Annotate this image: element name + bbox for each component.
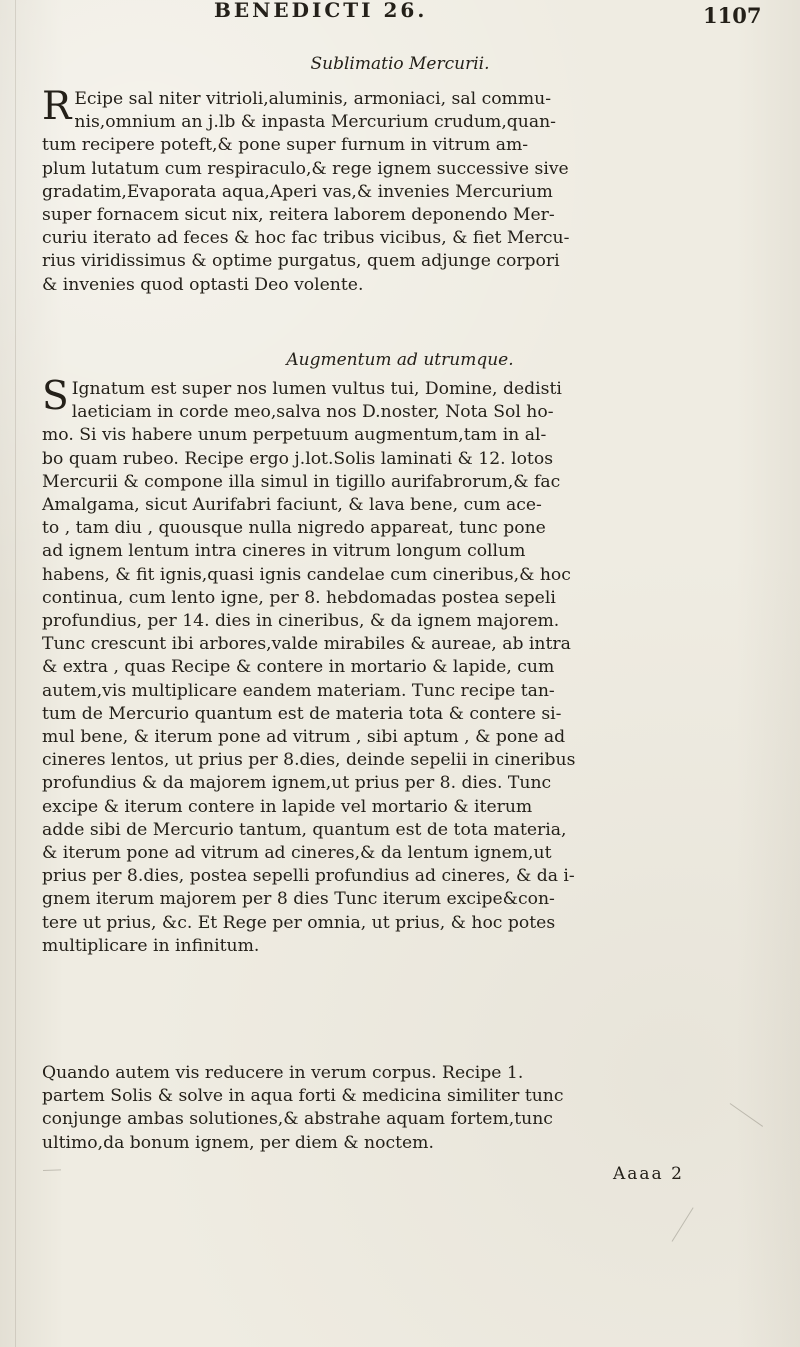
folio-number: 1107	[703, 3, 762, 28]
text-line: tere ut prius, &c. Et Rege per omnia, ut prius, & hoc potes	[42, 912, 556, 933]
text-line: to , tam diu , quousque nulla nigredo appareat, tunc pone	[42, 518, 546, 539]
paragraph-augmentum	[42, 374, 762, 958]
text-line: plum lutatum cum respiraculo,& rege ignem successive sive	[42, 158, 569, 179]
text-line: gradatim,Evaporata aqua,Aperi vas,& invenies Mercurium	[42, 181, 553, 202]
text-line: excipe & iterum contere in lapide vel mortario & iterum	[42, 796, 533, 817]
text-line: prius per 8.dies, postea sepelli profundius ad cineres, & da i-	[42, 866, 575, 887]
catchword	[613, 1166, 684, 1183]
text-line: profundius & da majorem ignem,ut prius per 8. dies. Tunc	[42, 773, 552, 794]
text-line: habens, & fit ignis,quasi ignis candelae cum cineribus,& hoc	[42, 564, 571, 585]
text-line: & extra , quas Recipe & contere in mortario & lapide, cum	[42, 657, 555, 678]
text-line: tum de Mercurio quantum est de materia tota & contere si-	[42, 703, 562, 724]
page-edge	[15, 0, 16, 1347]
text-line: Amalgama, sicut Aurifabri faciunt, & lava bene, cum ace-	[42, 495, 542, 516]
text-line: Quando autem vis reducere in verum corpus. Recipe 1.	[42, 1063, 524, 1083]
text-line: & iterum pone ad vitrum ad cineres,& da lentum ignem,ut	[42, 843, 552, 864]
text-line: & invenies quod optasti Deo volente.	[42, 274, 364, 295]
text-line: continua, cum lento igne, per 8. hebdomadas postea sepeli	[42, 587, 556, 608]
text-line: autem,vis multiplicare eandem materiam. Tunc recipe tan-	[42, 680, 555, 701]
text-line: multiplicare in infinitum.	[42, 935, 260, 956]
drop-cap-r: R	[42, 84, 72, 129]
text-line: Mercurii & compone illa simul in tigillo aurifabrorum,& fac	[42, 471, 561, 492]
text-line: mo. Si vis habere unum perpetuum augmentum,tam in al-	[42, 425, 547, 446]
text-line: profundius, per 14. dies in cineribus, & da ignem majorem.	[42, 611, 560, 632]
text-line: ad ignem lentum intra cineres in vitrum longum collum	[42, 541, 526, 562]
faint-pencil-mark	[43, 1169, 61, 1171]
text-line: cineres lentos, ut prius per 8.dies, deinde sepelii in cineribus	[42, 750, 576, 771]
text-line: adde sibi de Mercurio tantum, quantum est de tota materia,	[42, 819, 567, 840]
faint-pencil-mark	[672, 1207, 694, 1241]
text-line: tum recipere poteft,& pone super furnum in vitrum am-	[42, 135, 529, 156]
section-title-augmentum: Augmentum ad utrumque.	[286, 350, 514, 370]
text-line: gnem iterum majorem per 8 dies Tunc iterum excipe&con-	[42, 889, 555, 910]
text-line: Ignatum est super nos lumen vultus tui, Domine, dedisti	[71, 379, 562, 399]
text-line: super fornacem sicut nix, reitera laborem deponendo Mer-	[42, 205, 555, 226]
catchword-text: Aaaa	[613, 1164, 664, 1184]
text-line: partem Solis & solve in aqua forti & medicina similiter tunc	[42, 1086, 564, 1107]
drop-cap-s: S	[42, 374, 69, 419]
page-header	[0, 0, 800, 30]
text-line: conjunge ambas solutiones,& abstrahe aquam fortem,tunc	[42, 1109, 553, 1130]
text-line: ultimo,da bonum ignem, per diem & noctem.	[42, 1132, 434, 1153]
paragraph-sublimatio	[42, 84, 762, 297]
text-line: rius viridissimus & optime purgatus, quem adjunge corpori	[42, 251, 560, 272]
text-line: Tunc crescunt ibi arbores,valde mirabiles & aureae, ab intra	[42, 634, 571, 655]
section-title-sublimatio: Sublimatio Mercurii.	[310, 54, 490, 74]
text-line: nis,omnium an j.lb & inpasta Mercurium crudum,quan-	[74, 112, 556, 133]
text-line: bo quam rubeo. Recipe ergo j.lot.Solis laminati & 12. lotos	[42, 448, 554, 469]
running-head-text: BENEDICTI	[214, 0, 374, 22]
paragraph-quando-autem	[42, 1062, 762, 1155]
running-head	[214, 0, 427, 20]
catchword-sign: 2	[671, 1164, 684, 1184]
section-mark: 26.	[383, 0, 428, 22]
text-line: curiu iterato ad feces & hoc fac tribus vicibus, & fiet Mercu-	[42, 228, 570, 249]
text-line: laeticiam in corde meo,salva nos D.noster, Nota Sol ho-	[71, 402, 554, 423]
text-line: mul bene, & iterum pone ad vitrum , sibi aptum , & pone ad	[42, 727, 566, 748]
text-line: Ecipe sal niter vitrioli,aluminis, armoniaci, sal commu-	[74, 89, 552, 109]
